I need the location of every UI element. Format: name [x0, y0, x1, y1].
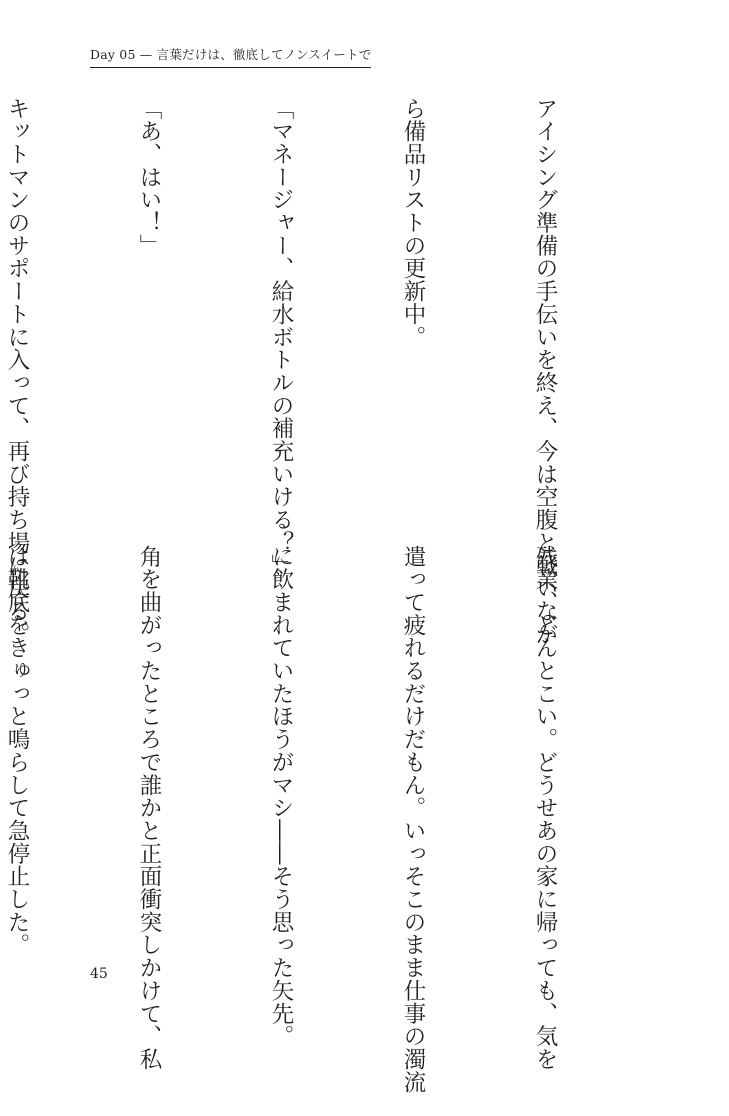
text-line: 「マネージャー、給水ボトルの補充いける？」 [268, 97, 294, 577]
page-number: 45 [90, 966, 108, 982]
text-line: 「あ、はい！」 [136, 97, 162, 257]
text-line: に飲まれていたほうがマシ――そう思った矢先。 [268, 545, 294, 1048]
text-line: 角を曲がったところで誰かと正面衝突しかけて、私 [136, 545, 162, 1071]
text-line: キットマンのサポートに入って、再び持ち場に戻る。 [4, 97, 30, 646]
text-line: は靴底をきゅっと鳴らして急停止した。 [4, 545, 30, 957]
text-line: 残業、どんとこい。どうせあの家に帰っても、気を [532, 545, 558, 1071]
text-line: ら備品リストの更新中。 [400, 97, 426, 349]
text-line: 遣って疲れるだけだもん。いっそこのまま仕事の濁流 [400, 545, 426, 1094]
running-head: Day 05 — 言葉だけは、徹底してノンスイートで [90, 45, 371, 68]
text-line: アイシング準備の手伝いを終え、今は空腹と戦いなが [532, 97, 558, 646]
top-text-block [0, 97, 655, 646]
